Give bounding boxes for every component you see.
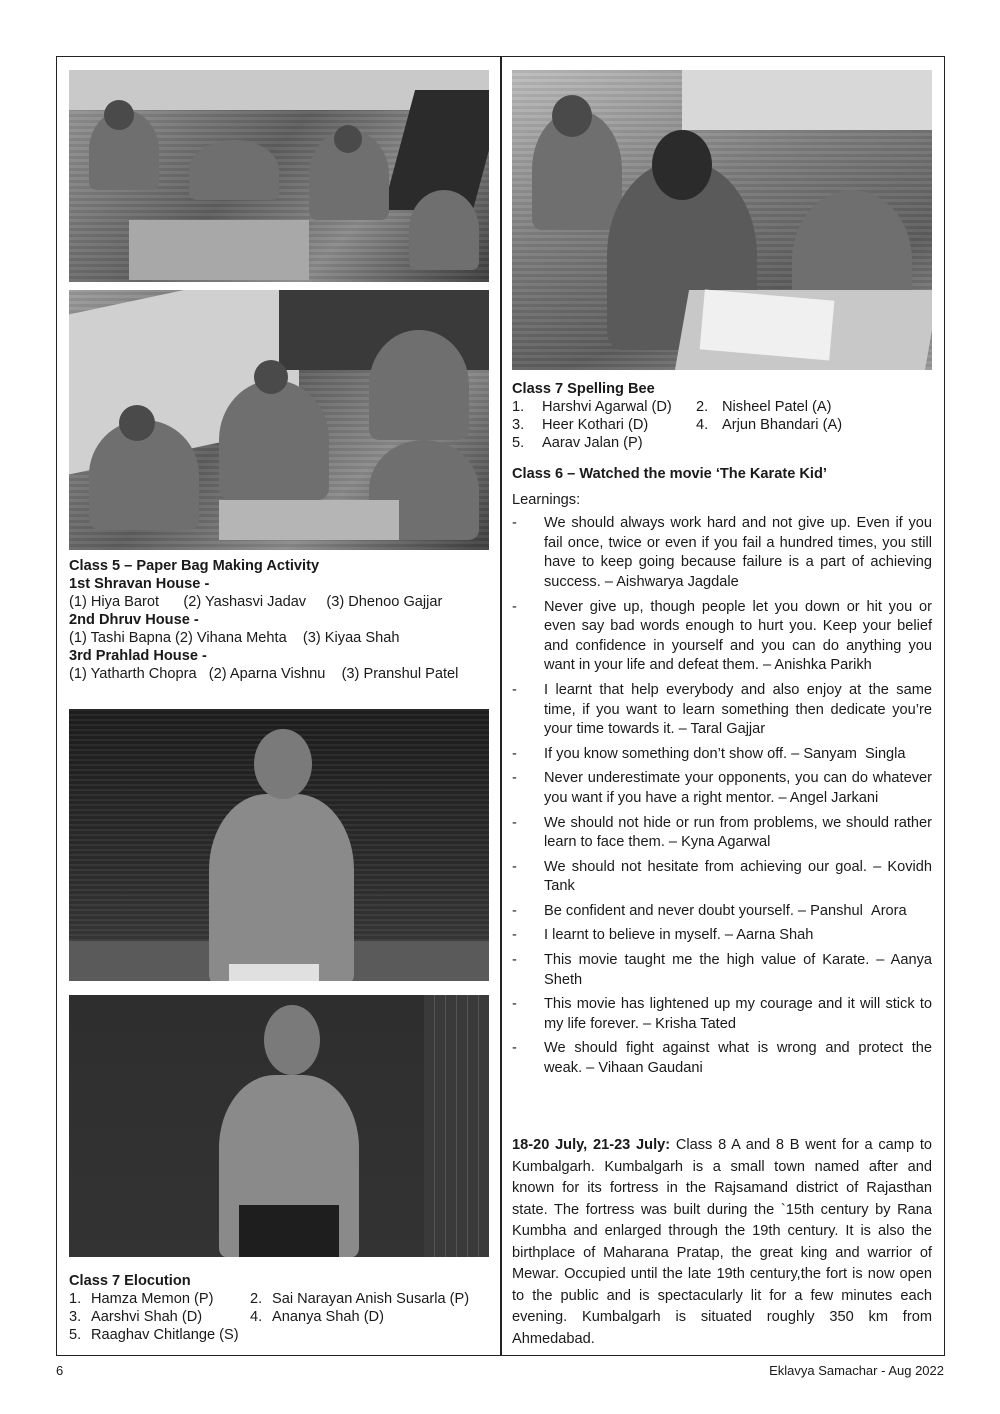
learning-item: - I learnt that help everybody and also enjoy at the same time, if you want to learn something then dedicate you’re your time towards it. – Taral Gajjar — [512, 681, 932, 740]
elocution-title: Class 7 Elocution — [69, 1273, 191, 1289]
publication-name: Eklavya Samachar - Aug 2022 — [769, 1363, 944, 1378]
learning-item: - Be confident and never doubt yourself. – Panshul Arora — [512, 902, 932, 922]
house-heading: 3rd Prahlad House - — [69, 648, 207, 664]
page-number: 6 — [56, 1363, 64, 1378]
learning-item: - This movie taught me the high value of Karate. – Aanya Sheth — [512, 951, 932, 990]
spelling-bee-title: Class 7 Spelling Bee — [512, 381, 655, 397]
learning-item: - We should fight against what is wrong and protect the weak. – Vihaan Gaudani — [512, 1039, 932, 1078]
list-item: 4. Arjun Bhandari (A) — [696, 417, 843, 433]
learning-item: - We should always work hard and not give up. Even if you fail once, twice or even if you fail a hundred times, you still have to keep going because failure is a part of achieving success. – Aishwarya Jagdale — [512, 514, 932, 592]
learning-item: - If you know something don’t show off. – Sanyam Singla — [512, 745, 932, 765]
photo-elocution-2 — [69, 995, 489, 1257]
paper-bag-title: Class 5 – Paper Bag Making Activity — [69, 558, 320, 574]
learning-item: - We should not hide or run from problems, we should rather learn to face them. – Kyna Agarwal — [512, 814, 932, 853]
list-item: 2. Nisheel Patel (A) — [696, 399, 832, 415]
photo-spelling-bee — [512, 70, 932, 370]
learning-item: - This movie has lightened up my courage and it will stick to my life forever. – Krisha Tated — [512, 995, 932, 1034]
spelling-bee-caption — [512, 380, 932, 452]
house-members: (1) Yatharth Chopra (2) Aparna Vishnu (3) Pranshul Patel — [69, 666, 459, 682]
camp-text: Class 8 A and 8 B went for a camp to Kumbalgarh. Kumbalgarh is a small town named after and known for its fortress in the Rajsamand district of Rajasthan state. The fortress was built during the `15th century by Rana Kumbha and enlarged through the 19th century. It is also the birthplace of Maharana Pratap, the great king and warrior of Mewar. Occupied until the late 19th century,the fort is now open to the public and is spectacularly lit for a few minutes each evening. Kumbalgarh is situated roughly 350 km from Ahmedabad. — [512, 1137, 932, 1347]
photo-paper-bag-1 — [69, 70, 489, 282]
list-item: 1. Hamza Memon (P) — [69, 1291, 214, 1307]
paper-bag-caption — [69, 557, 489, 683]
list-item: 5. Raaghav Chitlange (S) — [69, 1327, 239, 1343]
photo-elocution-1 — [69, 709, 489, 981]
learning-item: - We should not hesitate from achieving our goal. – Kovidh Tank — [512, 858, 932, 897]
learnings-label: Learnings: — [512, 491, 581, 508]
elocution-caption — [69, 1272, 489, 1344]
column-divider — [500, 56, 502, 1356]
list-item: 4. Ananya Shah (D) — [250, 1309, 384, 1325]
learning-item: - Never underestimate your opponents, you can do whatever you want if you have a right mentor. – Angel Jarkani — [512, 769, 932, 808]
list-item: 5. Aarav Jalan (P) — [512, 435, 643, 451]
list-item: 1. Harshvi Agarwal (D) — [512, 399, 672, 415]
learnings-list — [512, 514, 932, 1078]
house-members: (1) Hiya Barot (2) Yashasvi Jadav (3) Dhenoo Gajjar — [69, 594, 443, 610]
house-members: (1) Tashi Bapna (2) Vihana Mehta (3) Kiyaa Shah — [69, 630, 400, 646]
learning-item: - Never give up, though people let you down or hit you or even say bad words enough to hurt you. Keep your belief and confidence in yourself and you can do anything you want in your life and defeat them. – Anishka Parikh — [512, 598, 932, 676]
movie-title: Class 6 – Watched the movie ‘The Karate Kid’ — [512, 466, 827, 482]
learning-item: - I learnt to believe in myself. – Aarna Shah — [512, 926, 932, 946]
camp-dates: 18-20 July, 21-23 July: — [512, 1137, 671, 1153]
list-item: 2. Sai Narayan Anish Susarla (P) — [250, 1291, 470, 1307]
camp-paragraph — [512, 1135, 932, 1350]
list-item: 3. Aarshvi Shah (D) — [69, 1309, 203, 1325]
photo-paper-bag-2 — [69, 290, 489, 550]
movie-section — [512, 465, 932, 1084]
house-heading: 2nd Dhruv House - — [69, 612, 199, 628]
house-heading: 1st Shravan House - — [69, 576, 210, 592]
list-item: 3. Heer Kothari (D) — [512, 417, 649, 433]
